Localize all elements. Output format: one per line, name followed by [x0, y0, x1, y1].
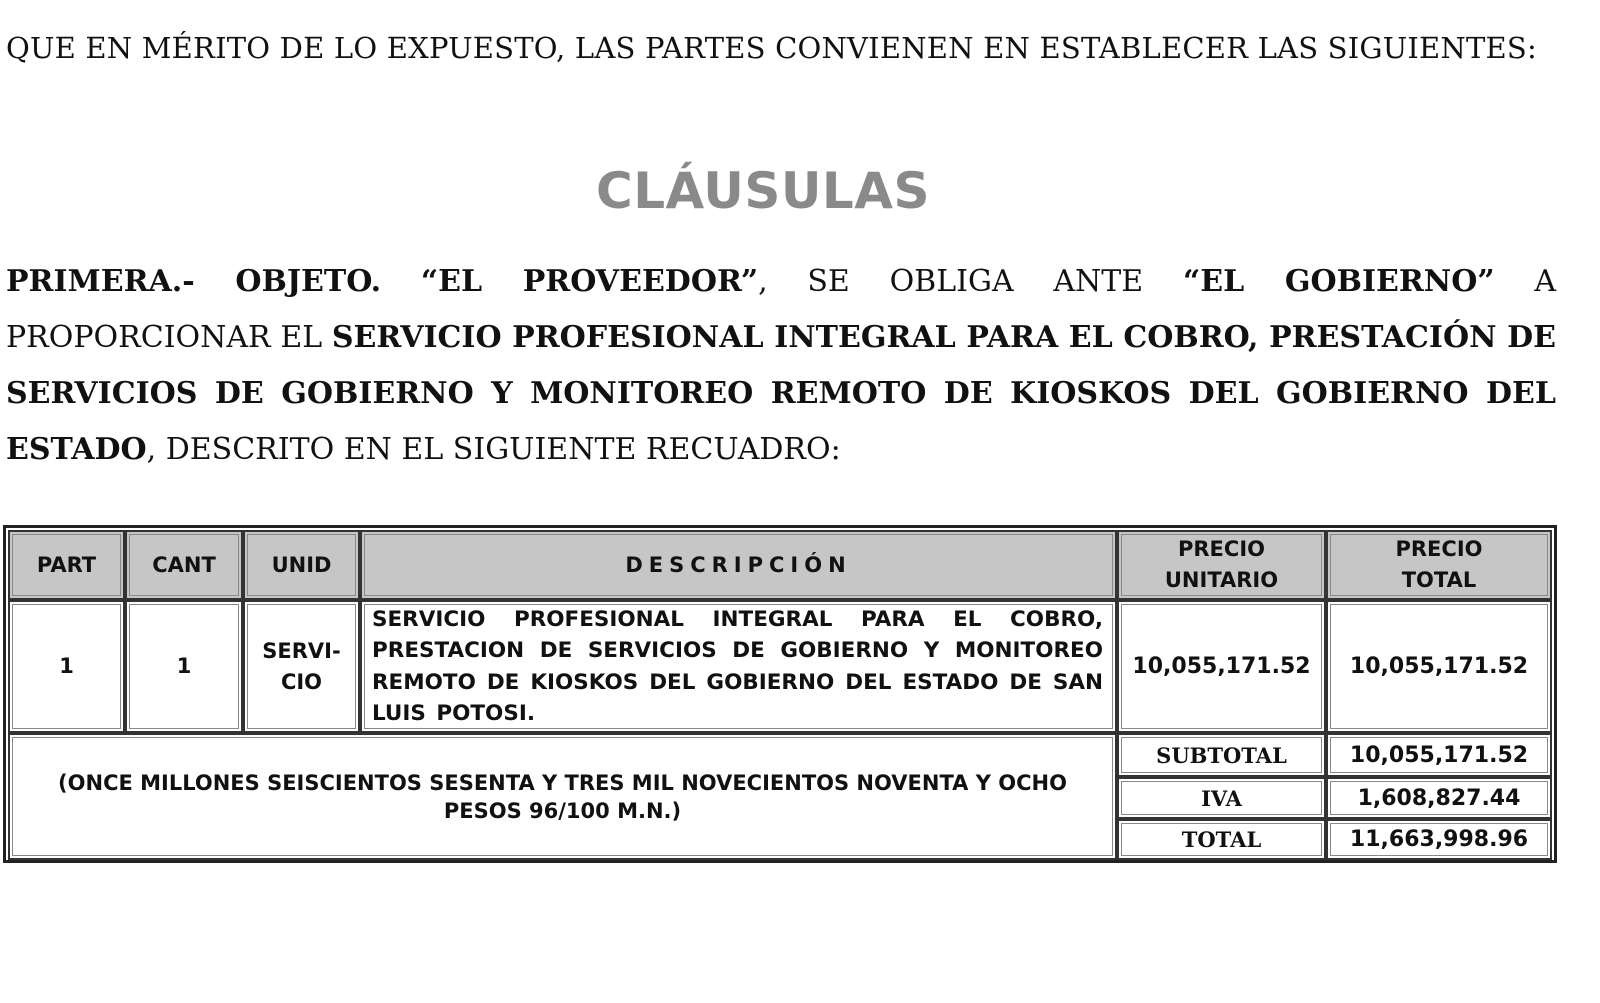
total-value-text: 11,663,998.96 — [1349, 827, 1529, 852]
header-precio-total — [1326, 530, 1552, 600]
header-descripcion — [360, 530, 1117, 600]
header-unid — [243, 530, 360, 600]
clause-text-1: , SE OBLIGA ANTE — [758, 264, 1183, 299]
header-precio-total-line2: TOTAL — [1401, 568, 1477, 592]
row-cant-value: 1 — [176, 654, 192, 678]
row-part-value: 1 — [59, 654, 74, 678]
row-precio-total-value: 10,055,171.52 — [1349, 654, 1529, 679]
clause-servicio: SERVICIO PROFESIONAL INTEGRAL PARA EL COBRO, PRESTACIÓN DE SERVICIOS DE GOBIERNO Y MONITOREO REMOTO DE KIOSKOS DEL GOBIERNO DEL ESTADO — [6, 320, 1556, 467]
intro-paragraph — [6, 20, 1556, 76]
clause-label: PRIMERA.- OBJETO. — [6, 264, 382, 299]
total-value — [1326, 819, 1552, 860]
iva-label — [1117, 777, 1326, 819]
row-unid-line2: CIO — [280, 669, 323, 694]
amount-in-words-text: (ONCE MILLONES SEISCIENTOS SESENTA Y TRES MIL NOVECIENTOS NOVENTA Y OCHO PESOS 96/100 M.N.) — [58, 770, 1067, 823]
row-unid-line1: SERVI- — [262, 638, 341, 663]
header-precio-unitario-line2: UNITARIO — [1164, 568, 1279, 592]
row-descripcion — [360, 600, 1117, 733]
subtotal-value-text: 10,055,171.52 — [1349, 742, 1529, 768]
row-cant — [125, 600, 243, 733]
header-cant — [125, 530, 243, 600]
clauses-heading-text: CLÁUSULAS — [596, 162, 930, 220]
services-table — [3, 525, 1557, 863]
total-label-text: TOTAL — [1181, 827, 1262, 852]
iva-value-text: 1,608,827.44 — [1357, 785, 1521, 811]
row-unid — [243, 600, 360, 733]
clause-primera — [6, 254, 1556, 478]
clause-text-2: A PROPORCIONAR EL — [6, 264, 1557, 355]
iva-label-text: IVA — [1201, 785, 1242, 811]
header-precio-total-line1: PRECIO — [1395, 537, 1483, 561]
clauses-heading — [0, 162, 1600, 220]
header-precio-unitario-line1: PRECIO — [1178, 537, 1265, 561]
total-label — [1117, 819, 1326, 860]
row-precio-unitario — [1117, 600, 1326, 733]
row-part — [8, 600, 125, 733]
header-unid-label: UNID — [271, 552, 332, 577]
clause-gobierno: “EL GOBIERNO” — [1182, 264, 1495, 299]
amount-in-words — [8, 733, 1117, 860]
header-descripcion-label: DESCRIPCIÓN — [625, 552, 852, 577]
row-descripcion-text: SERVICIO PROFESIONAL INTEGRAL PARA EL COBRO, PRESTACION DE SERVICIOS DE GOBIERNO Y MONITOREO REMOTO DE KIOSKOS DEL GOBIERNO DEL ESTADO DE SAN LUIS POTOSI. — [372, 606, 1103, 726]
header-part-label: PART — [36, 552, 97, 577]
header-part — [8, 530, 125, 600]
intro-text: QUE EN MÉRITO DE LO EXPUESTO, LAS PARTES CONVIENEN EN ESTABLECER LAS SIGUIENTES: — [6, 31, 1537, 65]
row-precio-unitario-value: 10,055,171.52 — [1132, 654, 1311, 679]
header-precio-unitario — [1117, 530, 1326, 600]
clause-proveedor: “EL PROVEEDOR” — [420, 264, 759, 299]
subtotal-value — [1326, 733, 1552, 777]
subtotal-label-text: SUBTOTAL — [1156, 742, 1287, 768]
subtotal-label — [1117, 733, 1326, 777]
header-cant-label: CANT — [152, 552, 216, 577]
row-precio-total — [1326, 600, 1552, 733]
clause-text-3: , DESCRITO EN EL SIGUIENTE RECUADRO: — [146, 432, 841, 467]
iva-value — [1326, 777, 1552, 819]
